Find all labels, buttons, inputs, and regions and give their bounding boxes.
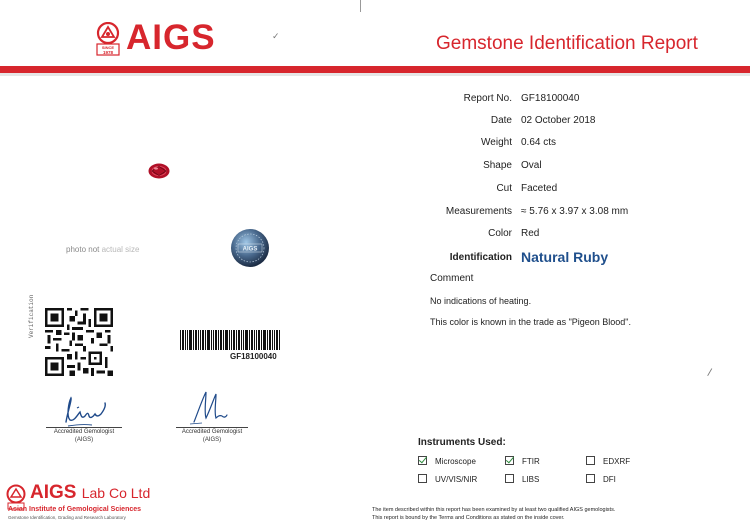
header-red-bar <box>0 66 750 73</box>
ruby-gem-photo <box>148 163 170 179</box>
comment-label: Comment <box>430 273 474 284</box>
detail-value: Faceted <box>521 183 558 194</box>
instrument-label: LIBS <box>522 475 540 484</box>
detail-row-color <box>400 225 740 243</box>
logo-text: AIGS <box>126 18 216 57</box>
photo-note <box>66 245 139 254</box>
logo-year: 1978 <box>102 50 114 55</box>
footer-brand-suffix: Lab Co Ltd <box>81 485 151 501</box>
comment-line: This color is known in the trade as "Pigeon Blood". <box>430 317 631 327</box>
gemologist-signature-1 <box>44 392 124 430</box>
detail-row-identification <box>400 249 740 267</box>
report-title: Gemstone Identification Report <box>436 33 698 54</box>
footer-brand <box>30 482 150 504</box>
instrument-label: DFI <box>603 475 616 484</box>
detail-value: 02 October 2018 <box>521 115 596 126</box>
instrument-dfi[interactable] <box>586 474 616 486</box>
detail-label: Shape <box>483 160 512 171</box>
hologram-seal-icon <box>230 228 270 268</box>
signature-org: (AIGS) <box>202 437 222 443</box>
signature-title: Accredited Gemologist <box>181 429 243 435</box>
instrument-libs[interactable] <box>505 474 539 486</box>
signature-title: Accredited Gemologist <box>53 429 115 435</box>
detail-value: GF18100040 <box>521 93 580 104</box>
signature-org: (AIGS) <box>74 437 94 443</box>
instrument-label: EDXRF <box>603 457 631 466</box>
checkbox-empty-icon[interactable] <box>505 474 514 483</box>
detail-label: Color <box>488 228 512 239</box>
photo-note-prefix: photo not <box>66 245 100 254</box>
detail-value: Red <box>521 228 540 239</box>
footer-subtitle: Gemstone Identification, Grading and Research Laboratory <box>8 515 126 520</box>
detail-value: ≈ 5.76 x 3.97 x 3.08 mm <box>521 206 629 217</box>
identification-value: Natural Ruby <box>521 249 609 265</box>
verification-label: Verification <box>28 294 35 338</box>
detail-value: Oval <box>521 160 542 171</box>
instrument-edxrf[interactable] <box>586 456 630 468</box>
footer-institute: Asian Institute of Gemological Sciences <box>8 506 142 513</box>
barcode-number: GF18100040 <box>230 352 277 361</box>
checkbox-checked-icon[interactable] <box>418 456 427 465</box>
detail-label: Identification <box>449 252 512 263</box>
instrument-ftir[interactable] <box>505 456 540 468</box>
instrument-label: FTIR <box>522 457 540 466</box>
margin-mark: / <box>706 366 713 380</box>
signature-caption-2 <box>164 428 260 444</box>
detail-label: Weight <box>481 137 512 148</box>
instrument-microscope[interactable] <box>418 456 476 468</box>
instrument-uvvisnir[interactable] <box>418 474 477 486</box>
checkbox-checked-icon[interactable] <box>505 456 514 465</box>
footer-note: The item described within this report has been examined by at least two qualified AIGS gemologists. <box>372 507 616 513</box>
checkbox-empty-icon[interactable] <box>418 474 427 483</box>
detail-label: Report No. <box>463 93 512 104</box>
detail-label: Date <box>490 115 512 126</box>
comment-line: No indications of heating. <box>430 296 532 306</box>
detail-label: Cut <box>496 183 512 194</box>
hologram-text: AIGS <box>242 246 258 253</box>
aigs-seal-icon <box>95 22 121 56</box>
checkbox-empty-icon[interactable] <box>586 474 595 483</box>
detail-label: Measurements <box>445 206 512 217</box>
footer-note: This report is bound by the Terms and Conditions as stated on the inside cover. <box>372 515 565 521</box>
fold-mark <box>360 0 361 12</box>
detail-row-weight <box>400 134 740 152</box>
photo-note-suffix: actual size <box>101 245 140 254</box>
instrument-label: UV/VIS/NIR <box>435 475 478 484</box>
instrument-label: Microscope <box>435 457 476 466</box>
logo-since: SINCE <box>101 45 115 50</box>
verification-qr-code[interactable] <box>45 308 113 376</box>
header-grey-bar <box>0 73 750 76</box>
footer-brand-name: AIGS <box>30 482 77 503</box>
detail-row-cut <box>400 180 740 198</box>
detail-row-date <box>400 112 740 130</box>
detail-row-shape <box>400 157 740 175</box>
scan-mark: ✓ <box>272 31 280 41</box>
detail-value: 0.64 cts <box>521 137 557 148</box>
detail-row-measurements <box>400 203 740 221</box>
report-barcode <box>180 330 280 350</box>
signature-caption-1 <box>36 428 132 444</box>
instruments-title: Instruments Used: <box>418 437 506 448</box>
detail-row-report-no <box>400 90 740 108</box>
gemologist-signature-2 <box>180 388 240 428</box>
checkbox-empty-icon[interactable] <box>586 456 595 465</box>
